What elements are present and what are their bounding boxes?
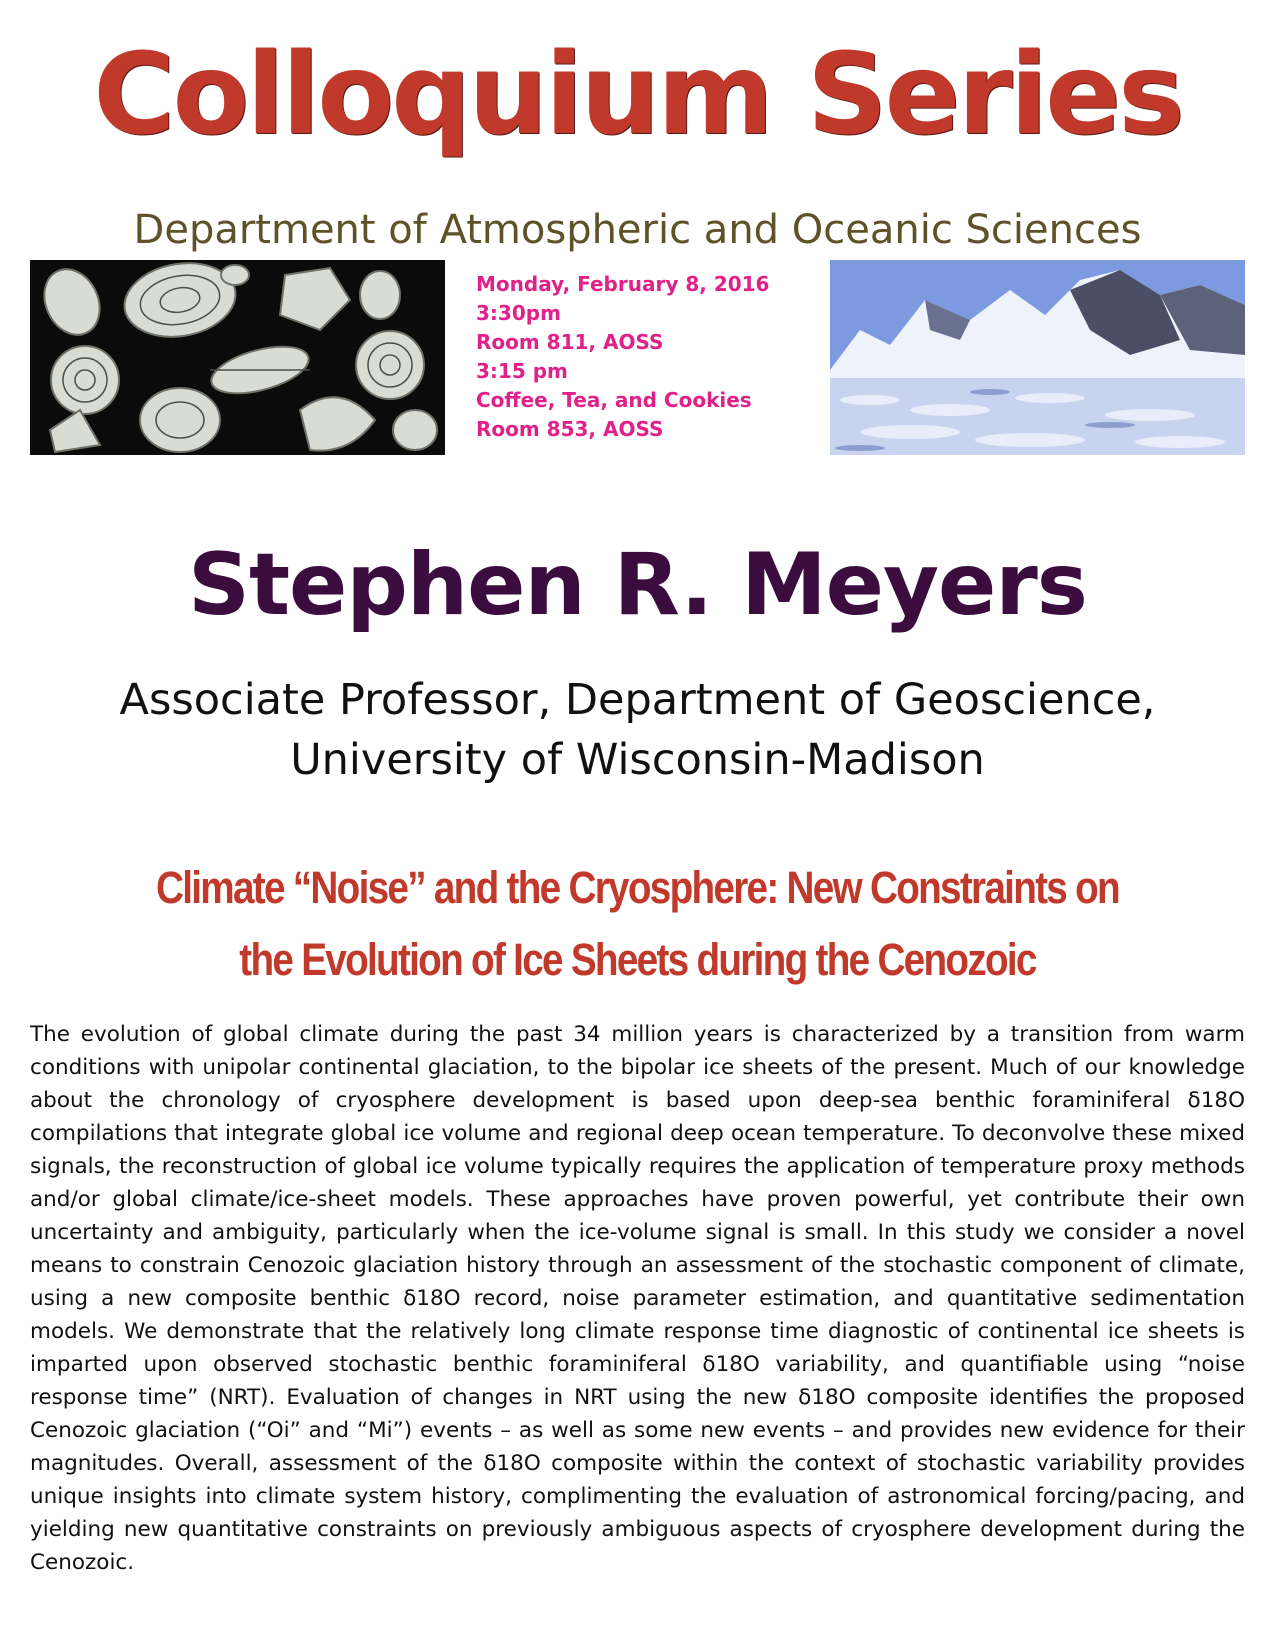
foraminifera-illustration	[30, 260, 445, 455]
reception-room: Room 853, AOSS	[476, 417, 664, 441]
event-time: 3:30pm	[476, 301, 561, 325]
antarctic-landscape-photo	[830, 260, 1245, 455]
reception-description: Coffee, Tea, and Cookies	[476, 388, 752, 412]
talk-title-line-1: Climate “Noise” and the Cryosphere: New Constraints on	[156, 862, 1119, 913]
event-date: Monday, February 8, 2016	[476, 272, 770, 296]
affiliation-line-1: Associate Professor, Department of Geoscience,	[119, 675, 1156, 725]
department-title: Department of Atmospheric and Oceanic Sciences	[133, 207, 1142, 253]
talk-title-line-2: the Evolution of Ice Sheets during the Cenozoic	[239, 934, 1036, 985]
talk-title	[89, 852, 1186, 996]
speaker-name: Stephen R. Meyers	[188, 535, 1087, 635]
affiliation-line-2: University of Wisconsin-Madison	[290, 735, 985, 785]
abstract-text: The evolution of global climate during the past 34 million years is characterized by a transition from warm conditions with unipolar continental glaciation, to the bipolar ice sheets of the present. Much of our knowledge about the chronology of cryosphere development is based upon deep-sea benthic foraminiferal δ18O compilations that integrate global ice volume and regional deep ocean temperature. To deconvolve these mixed signals, the reconstruction of global ice volume typically requires the application of temperature proxy methods and/or global climate/ice-sheet models. These approaches have proven powerful, yet contribute their own uncertainty and ambiguity, particularly when the ice-volume signal is small. In this study we consider a novel means to constrain Cenozoic glaciation history through an assessment of the stochastic component of climate, using a new composite benthic δ18O record, noise parameter estimation, and quantitative sedimentation models. We demonstrate that the relatively long climate response time diagnostic of continental ice sheets is imparted upon observed stochastic benthic foraminiferal δ18O variability, and quantifiable using “noise response time” (NRT). Evaluation of changes in NRT using the new δ18O composite identifies the proposed Cenozoic glaciation (“Oi” and “Mi”) events – as well as some new events – and provides new evidence for their magnitudes. Overall, assessment of the δ18O composite within the context of stochastic variability provides unique insights into climate system history, complimenting the evaluation of astronomical forcing/pacing, and yielding new quantitative constraints on previously ambiguous aspects of cryosphere development during the Cenozoic.	[30, 1022, 1245, 1575]
event-room: Room 811, AOSS	[476, 330, 664, 354]
event-details	[476, 270, 816, 444]
reception-time: 3:15 pm	[476, 359, 568, 383]
series-title: Colloquium Series	[93, 30, 1182, 160]
speaker-affiliation	[0, 670, 1275, 790]
